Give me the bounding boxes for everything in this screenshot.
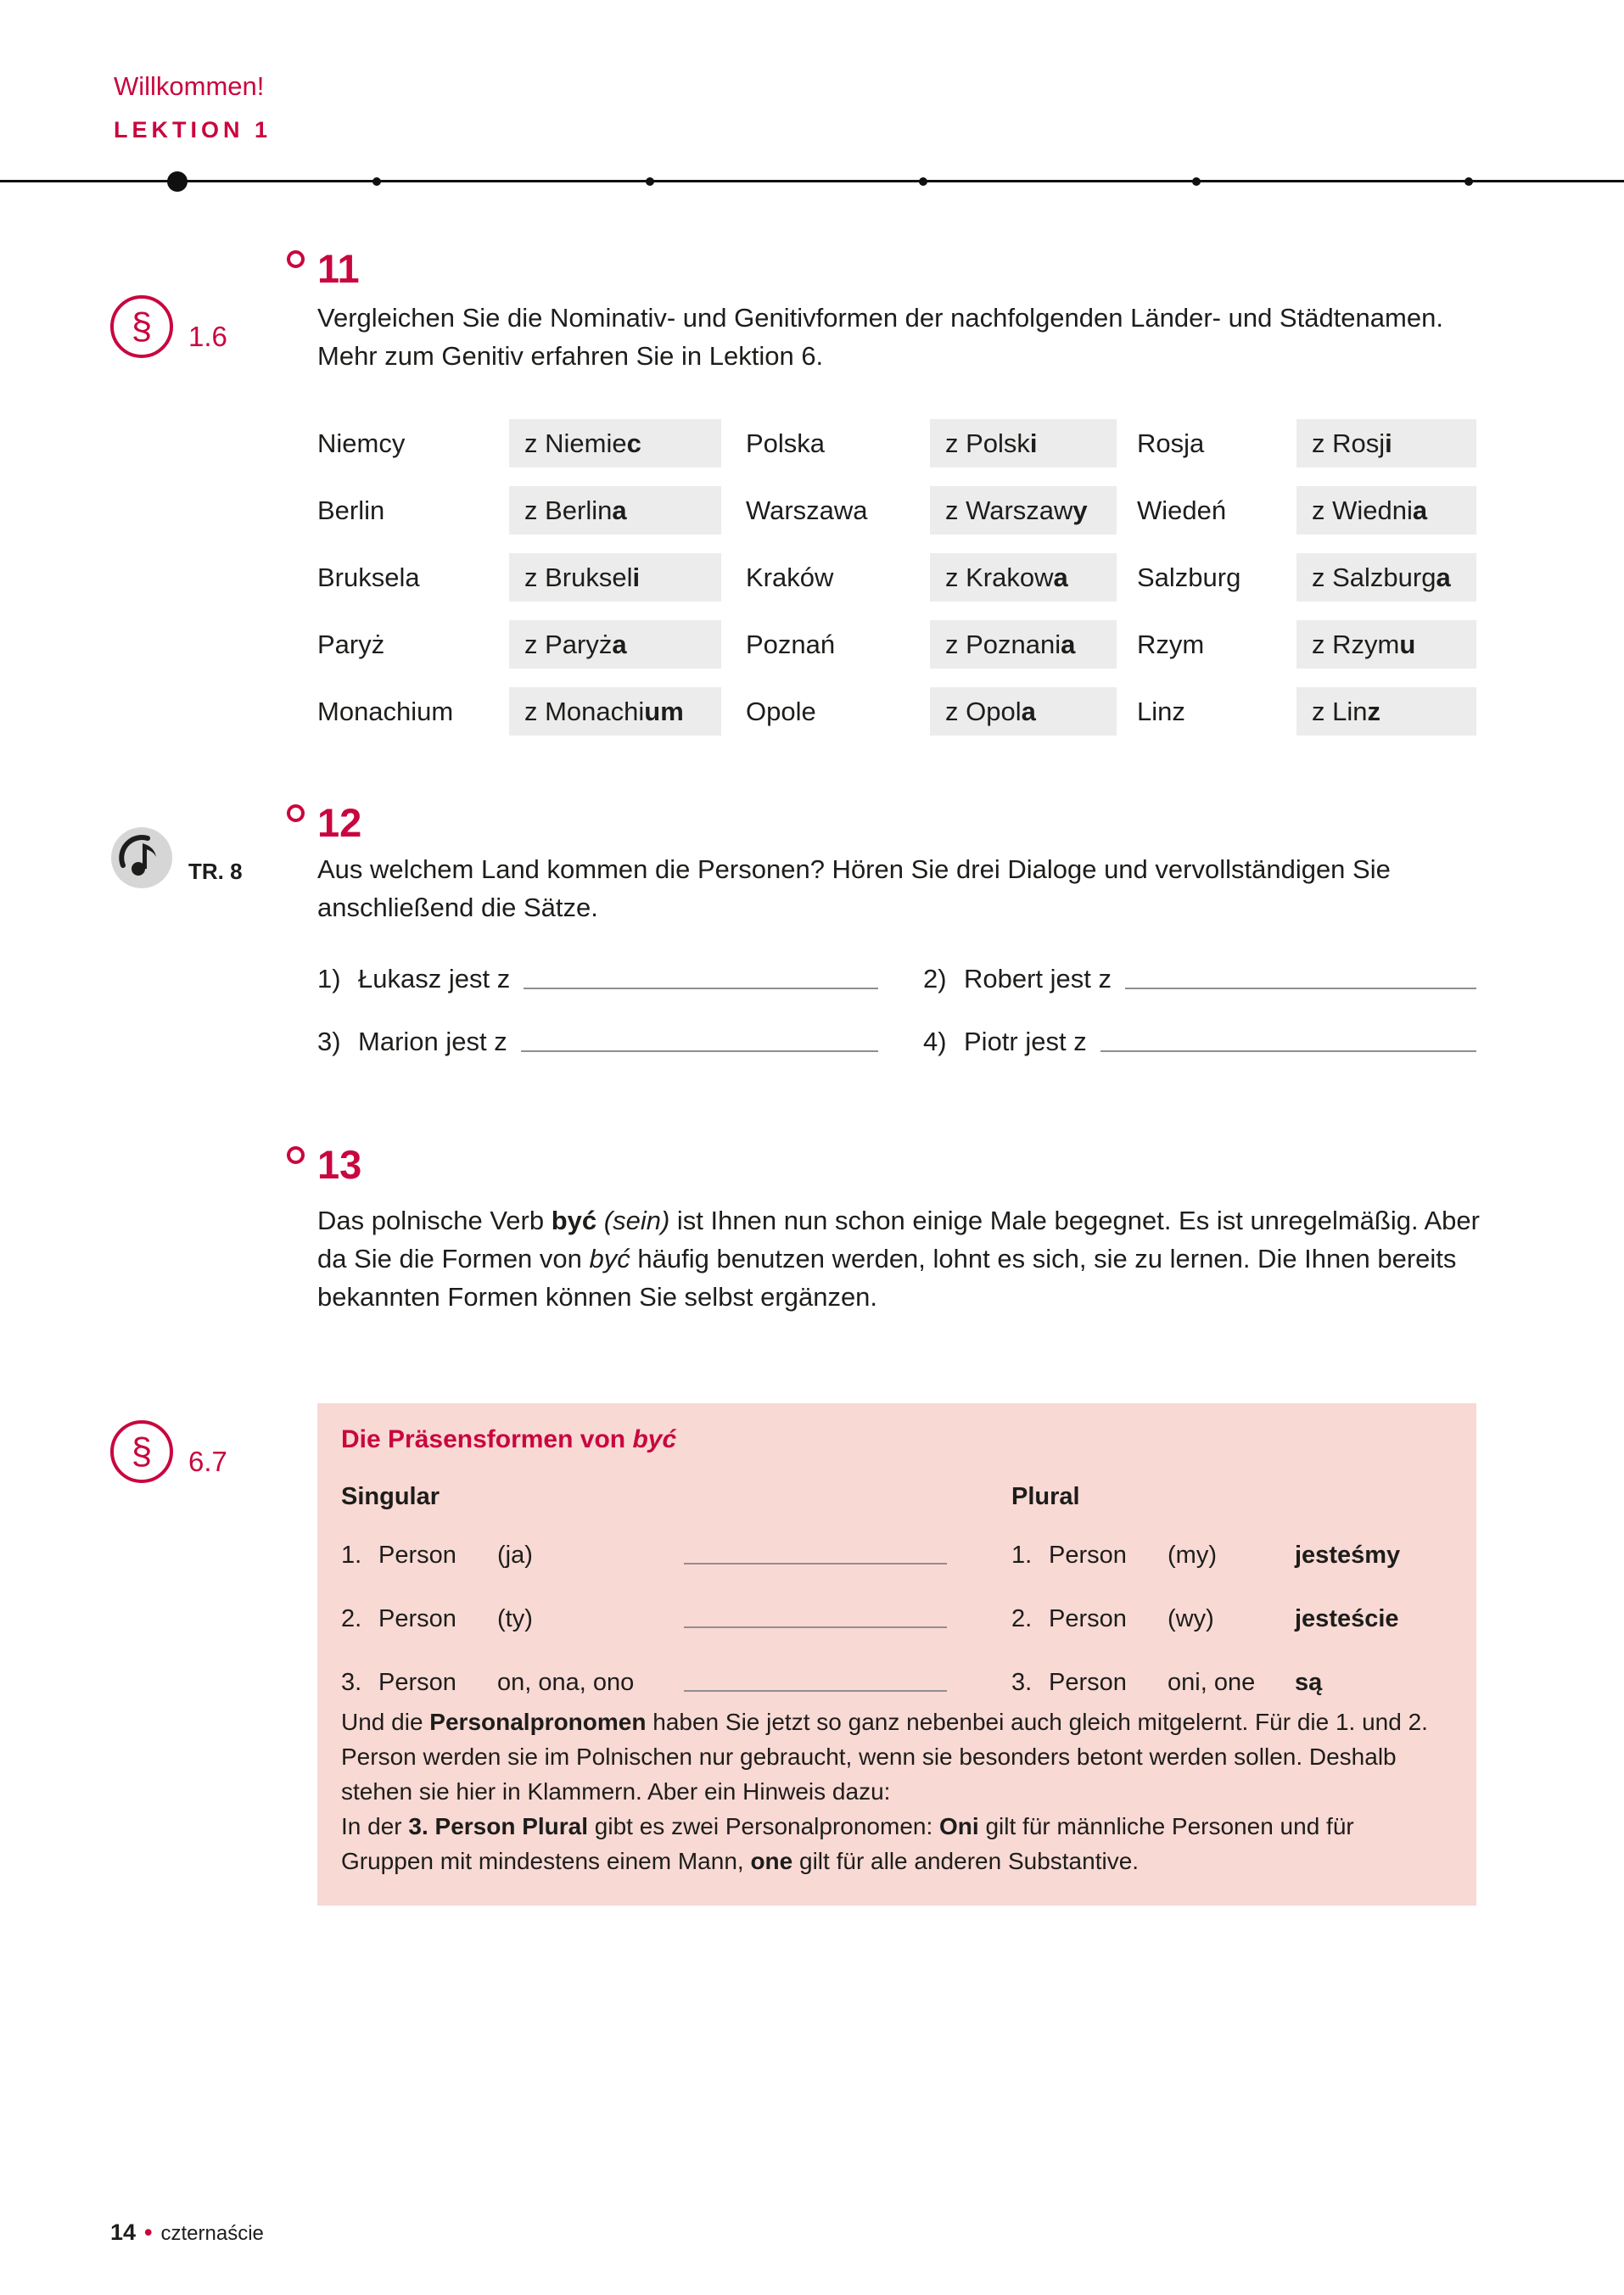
genitive-cell	[930, 419, 1117, 467]
fill-in-row	[317, 954, 1476, 994]
genitive-ending: a	[1053, 563, 1068, 592]
genitive-stem: z Rzym	[1312, 630, 1400, 659]
book-section-title: Willkommen!	[114, 71, 265, 101]
genitive-stem: z Niemie	[524, 428, 627, 458]
singular-heading: Singular	[341, 1483, 440, 1510]
person-word: Person	[378, 1669, 456, 1696]
plural-column	[1011, 1483, 1453, 1727]
answer-blank	[684, 1626, 947, 1628]
genitive-ending: a	[1061, 630, 1076, 659]
exercise-bullet-icon	[287, 250, 305, 268]
conjugation-row	[1011, 1663, 1453, 1697]
genitive-cell	[509, 419, 721, 467]
conjugation-row	[341, 1663, 1011, 1697]
genitive-stem: z Poznani	[945, 630, 1061, 659]
genitive-ending: i	[1029, 428, 1038, 458]
verb-form: jesteśmy	[1295, 1542, 1401, 1569]
person-number: 1.	[1011, 1542, 1033, 1569]
genitive-stem: z Lin	[1312, 697, 1368, 726]
title-verb: być	[632, 1425, 677, 1453]
pronoun: (my)	[1168, 1542, 1217, 1569]
genitive-ending: a	[1436, 563, 1451, 592]
pronoun: (ty)	[497, 1605, 533, 1632]
exercise-13-instruction: Das polnische Verb być (sein) ist Ihnen nun schon einige Male begegnet. Es ist unregelmäßig. Aber da Sie die Formen von być häufig benutzen werden, lohnt es sich, sie zu lernen. Die Ihnen bereits bekannten Formen können Sie selbst ergänzen.	[317, 1206, 1480, 1312]
genitive-stem: z Monachi	[524, 697, 645, 726]
person-word: Person	[1049, 1542, 1127, 1569]
genitive-cell	[509, 553, 721, 602]
person-number: 3.	[341, 1669, 362, 1696]
title-text: Die Präsensformen von	[341, 1425, 633, 1453]
nominative-cell: Poznań	[746, 629, 836, 659]
genitive-stem: z Berlin	[524, 495, 613, 525]
genitive-cell	[930, 620, 1117, 669]
genitive-cell	[509, 486, 721, 535]
conjugation-row	[341, 1599, 1011, 1633]
paragraph-glyph: §	[131, 1430, 153, 1472]
answer-blank	[1100, 1050, 1476, 1052]
conjugation-columns	[341, 1483, 1453, 1727]
genitive-cell	[509, 687, 721, 736]
nominative-cell: Rosja	[1137, 428, 1205, 458]
lesson-label: LEKTION 1	[114, 117, 272, 143]
plural-heading: Plural	[1011, 1483, 1080, 1510]
genitive-stem: z Polsk	[945, 428, 1030, 458]
genitive-ending: y	[1072, 495, 1088, 525]
person-word: Person	[1049, 1605, 1127, 1632]
genitive-ending: i	[632, 563, 641, 592]
genitive-ending: c	[626, 428, 641, 458]
genitive-stem: z Krakow	[945, 563, 1054, 592]
nominative-cell: Polska	[746, 428, 826, 458]
fill-in-item	[317, 1016, 878, 1057]
answer-blank	[524, 988, 878, 989]
item-number: 4)	[923, 1027, 947, 1056]
item-number: 2)	[923, 964, 947, 994]
fill-in-item	[923, 1016, 1476, 1057]
conjugation-row	[1011, 1536, 1453, 1570]
timeline-dot-icon	[646, 177, 654, 186]
verb-form: są	[1295, 1669, 1323, 1696]
nominative-cell: Bruksela	[317, 562, 420, 592]
paragraph-section-icon	[110, 295, 173, 358]
genitive-cell	[1296, 620, 1476, 669]
genitive-cell	[1296, 553, 1476, 602]
page-number: 14	[110, 2219, 137, 2245]
footer-bullet-icon: •	[144, 2219, 153, 2245]
genitive-ending: a	[1021, 697, 1036, 726]
genitive-cell	[930, 687, 1117, 736]
verb-form: jesteście	[1295, 1605, 1399, 1632]
grammar-reference-11: 1.6	[188, 321, 227, 352]
item-number: 3)	[317, 1027, 341, 1056]
genitive-cell	[930, 486, 1117, 535]
genitive-ending: z	[1367, 697, 1380, 726]
exercise-bullet-icon	[287, 1146, 305, 1164]
table-row	[317, 620, 1488, 669]
genitive-ending: a	[612, 495, 627, 525]
genitive-ending: a	[612, 630, 627, 659]
genitive-stem: z Rosj	[1312, 428, 1386, 458]
exercise-bullet-icon	[287, 804, 305, 822]
genitive-table	[317, 419, 1488, 754]
item-text: Piotr jest z	[964, 1027, 1087, 1056]
grammar-reference-13: 6.7	[188, 1446, 227, 1477]
table-row	[317, 486, 1488, 535]
audio-cd-icon	[110, 826, 173, 893]
answer-blank	[521, 1050, 878, 1052]
item-text: Łukasz jest z	[358, 964, 511, 994]
singular-column	[341, 1483, 1011, 1727]
answer-blank	[684, 1690, 947, 1692]
genitive-stem: z Warszaw	[945, 495, 1073, 525]
person-word: Person	[378, 1605, 456, 1632]
exercise-11-number: 11	[317, 246, 360, 291]
grammar-box-title	[341, 1425, 1453, 1454]
genitive-stem: z Bruksel	[524, 563, 633, 592]
table-row	[317, 687, 1488, 736]
timeline-dot-icon	[1464, 177, 1473, 186]
conjugation-row	[1011, 1599, 1453, 1633]
pronoun: (wy)	[1168, 1605, 1214, 1632]
genitive-cell	[1296, 687, 1476, 736]
fill-in-item	[317, 954, 878, 994]
timeline-dot-icon	[919, 177, 927, 186]
item-text: Robert jest z	[964, 964, 1112, 994]
answer-blank	[684, 1563, 947, 1565]
nominative-cell: Kraków	[746, 562, 834, 592]
nominative-cell: Salzburg	[1137, 562, 1241, 592]
exercise-12-instruction: Aus welchem Land kommen die Personen? Hören Sie drei Dialoge und vervollständigen Sie anschließend die Sätze.	[317, 854, 1391, 922]
page-number-word: czternaście	[160, 2222, 264, 2245]
nominative-cell: Opole	[746, 696, 816, 726]
pronoun: (ja)	[497, 1542, 533, 1569]
nominative-cell: Paryż	[317, 629, 385, 659]
timeline-dot-icon	[1192, 177, 1201, 186]
timeline-dot-icon	[372, 177, 381, 186]
grammar-note: Und die Personalpronomen haben Sie jetzt so ganz nebenbei auch gleich mitgelernt. Für die 1. und 2. Person werden sie im Polnischen nur gebraucht, wenn sie besonders betont werden sollen. Deshalb stehen sie hier in Klammern. Aber ein Hinweis dazu: In der 3. Person Plural gibt es zwei Personalpronomen: Oni gilt für männliche Personen und für Gruppen mit mindestens einem Mann, one gilt für alle anderen Substantive.	[341, 1709, 1428, 1874]
nominative-cell: Linz	[1137, 696, 1185, 726]
conjugation-row	[341, 1536, 1011, 1570]
table-row	[317, 419, 1488, 467]
exercise-12-number: 12	[317, 800, 362, 845]
nominative-cell: Warszawa	[746, 495, 868, 525]
nominative-cell: Monachium	[317, 696, 454, 726]
timeline-dot-icon	[167, 171, 188, 192]
genitive-stem: z Salzburg	[1312, 563, 1436, 592]
pronoun: on, ona, ono	[497, 1669, 635, 1696]
genitive-stem: z Opol	[945, 697, 1022, 726]
pronoun: oni, one	[1168, 1669, 1256, 1696]
person-number: 2.	[341, 1605, 362, 1632]
genitive-cell	[930, 553, 1117, 602]
exercise-13-number: 13	[317, 1142, 362, 1187]
genitive-ending: i	[1385, 428, 1392, 458]
genitive-ending: um	[644, 697, 684, 726]
genitive-ending: a	[1412, 495, 1428, 525]
nominative-cell: Niemcy	[317, 428, 406, 458]
person-number: 2.	[1011, 1605, 1033, 1632]
person-number: 3.	[1011, 1669, 1033, 1696]
audio-track-label: TR. 8	[188, 859, 243, 884]
nominative-cell: Rzym	[1137, 629, 1205, 659]
grammar-box	[317, 1403, 1476, 1906]
answer-blank	[1125, 988, 1476, 989]
genitive-ending: u	[1399, 630, 1416, 659]
person-word: Person	[1049, 1669, 1127, 1696]
genitive-cell	[1296, 486, 1476, 535]
person-number: 1.	[341, 1542, 362, 1569]
exercise-11-instruction: Vergleichen Sie die Nominativ- und Genitivformen der nachfolgenden Länder- und Städtenamen. Mehr zum Genitiv erfahren Sie in Lektion 6.	[317, 303, 1443, 371]
genitive-cell	[1296, 419, 1476, 467]
fill-in-item	[923, 954, 1476, 994]
item-number: 1)	[317, 964, 341, 994]
person-word: Person	[378, 1542, 456, 1569]
genitive-stem: z Wiedni	[1312, 495, 1413, 525]
item-text: Marion jest z	[358, 1027, 507, 1056]
paragraph-glyph: §	[131, 305, 153, 347]
header-rule	[0, 180, 1624, 182]
nominative-cell: Wiedeń	[1137, 495, 1227, 525]
fill-in-row	[317, 1016, 1476, 1057]
table-row	[317, 553, 1488, 602]
genitive-cell	[509, 620, 721, 669]
nominative-cell: Berlin	[317, 495, 385, 525]
genitive-stem: z Paryż	[524, 630, 613, 659]
paragraph-section-icon	[110, 1420, 173, 1483]
page-footer	[110, 2219, 264, 2246]
